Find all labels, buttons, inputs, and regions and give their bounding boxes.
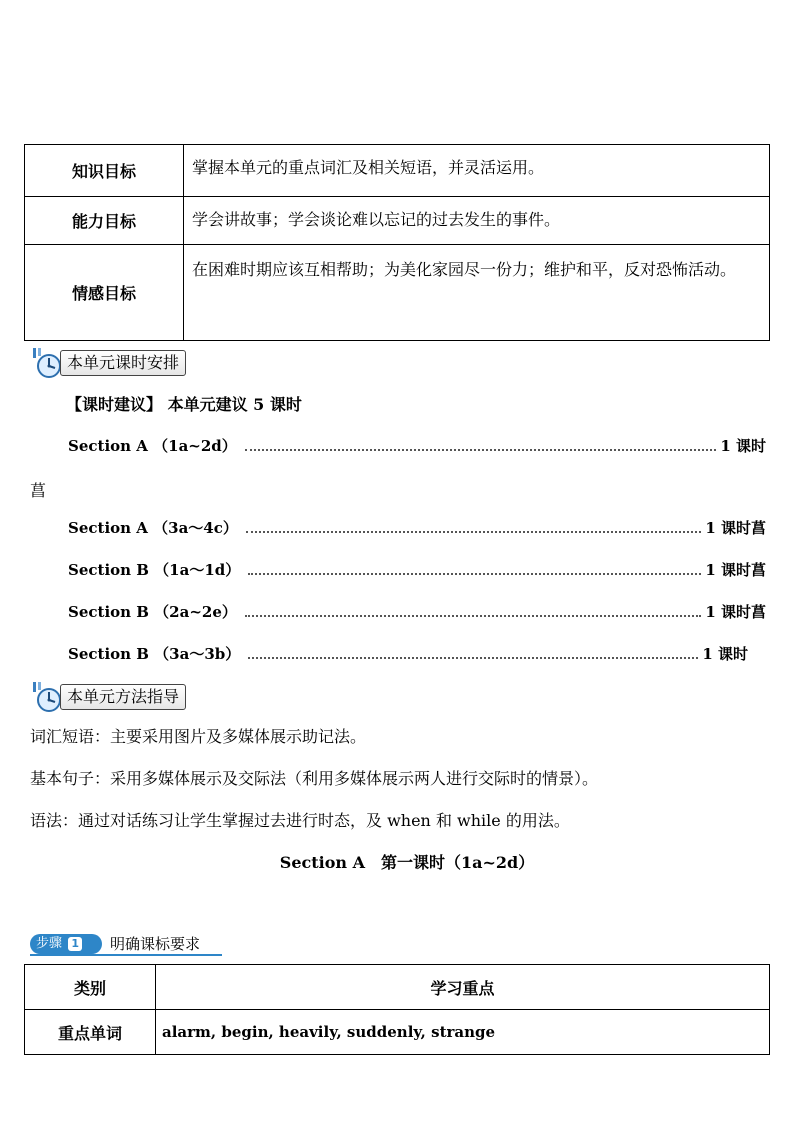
schedule-item: Section B （1a～1d） 1 课时 菖 (68, 561, 766, 579)
schedule-header-title: 本单元课时安排 (60, 350, 186, 376)
objective-label: 能力目标 (25, 197, 184, 245)
objective-label: 知识目标 (25, 145, 184, 197)
stray-glyph: 菖 (30, 481, 47, 500)
objectives-table (24, 144, 770, 341)
stray-glyph: 菖 (750, 603, 766, 621)
lesson-title: Section A 第一课时（1a~2d） (279, 853, 535, 872)
objective-content: 掌握本单元的重点词汇及相关短语，并灵活运用。 (184, 145, 770, 197)
clock-icon (30, 680, 64, 714)
dotted-leader (248, 573, 701, 575)
dotted-leader (246, 531, 701, 533)
step-underline (30, 954, 222, 956)
schedule-suggestion: 【课时建议】 本单元建议 5 课时 (66, 395, 302, 414)
table-cell: 重点单词 (25, 1010, 156, 1055)
schedule-item: Section A （1a~2d） 1 课时 (68, 437, 766, 455)
table-cell: alarm, begin, heavily, suddenly, strange (156, 1010, 770, 1055)
dotted-leader (245, 615, 701, 617)
dotted-leader (248, 657, 698, 659)
method-header-title: 本单元方法指导 (60, 684, 186, 710)
step-badge: 步骤 1 (30, 934, 102, 954)
schedule-item: Section A （3a～4c） 1 课时 菖 (68, 519, 766, 537)
table-row (25, 1010, 770, 1055)
objective-row (25, 245, 770, 341)
dotted-leader (245, 449, 717, 451)
table-header-row (25, 965, 770, 1010)
objective-content: 在困难时期应该互相帮助；为美化家园尽一份力；维护和平，反对恐怖活动。 (184, 245, 770, 341)
schedule-item: Section B （2a~2e） 1 课时 菖 (68, 603, 766, 621)
column-header: 学习重点 (156, 965, 770, 1010)
stray-glyph: 菖 (750, 519, 766, 537)
column-header: 类别 (25, 965, 156, 1010)
objective-row (25, 197, 770, 245)
step-number: 1 (68, 937, 82, 951)
stray-glyph: 菖 (750, 561, 766, 579)
standards-table (24, 964, 770, 1055)
method-line: 词汇短语：主要采用图片及多媒体展示助记法。 (30, 727, 367, 746)
objective-content: 学会讲故事；学会谈论难以忘记的过去发生的事件。 (184, 197, 770, 245)
method-line: 语法：通过对话练习让学生掌握过去进行时态，及 when 和 while 的用法。 (30, 811, 570, 830)
method-line: 基本句子：采用多媒体展示及交际法（利用多媒体展示两人进行交际时的情景）。 (30, 769, 599, 788)
objective-label: 情感目标 (25, 245, 184, 341)
step-title: 明确课标要求 (110, 935, 201, 953)
schedule-item: Section B （3a～3b） 1 课时 (68, 645, 748, 663)
clock-icon (30, 346, 64, 380)
objective-row (25, 145, 770, 197)
